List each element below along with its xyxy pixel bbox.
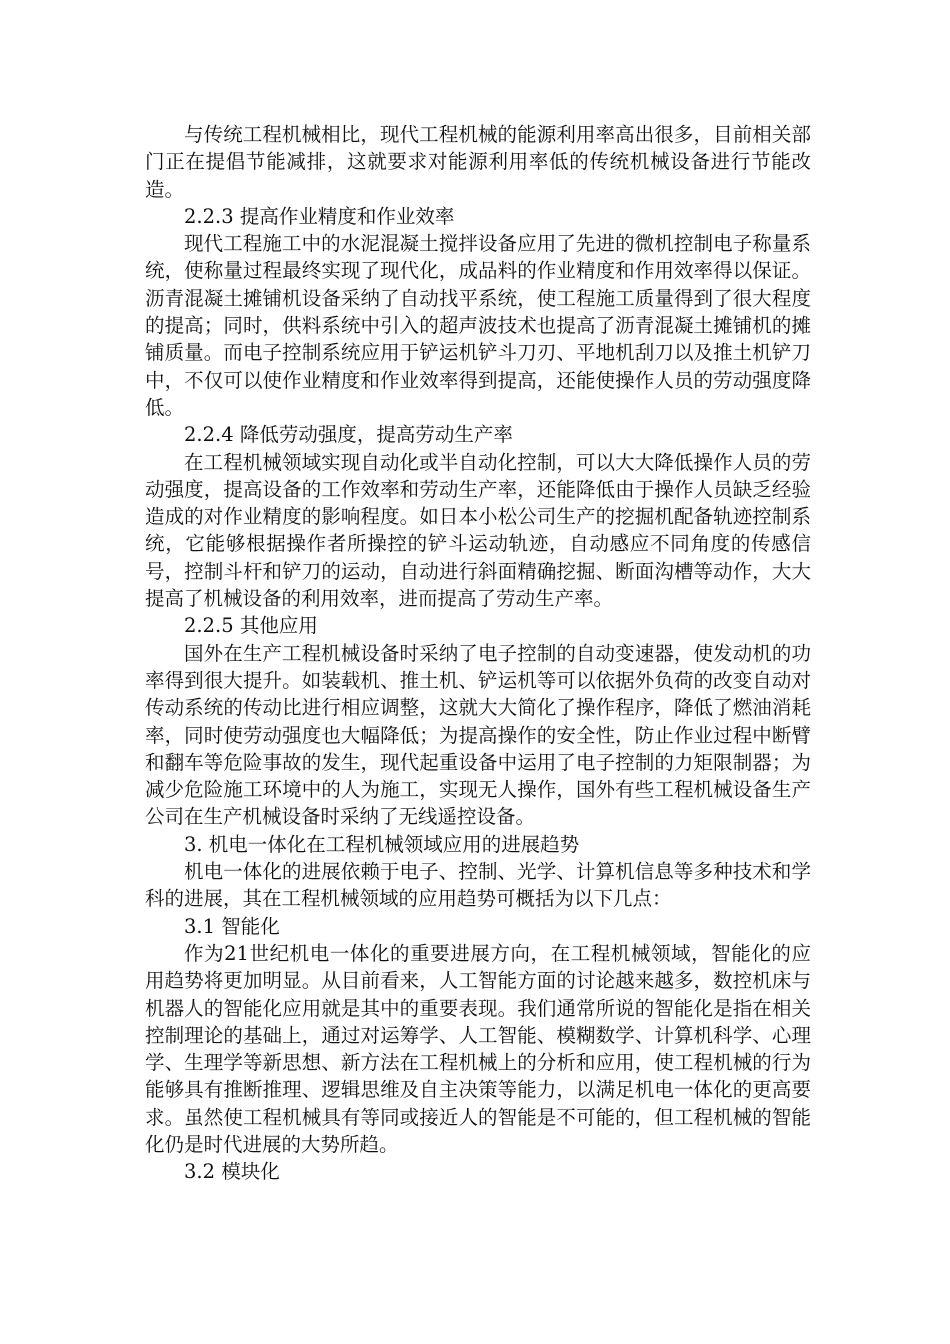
body-paragraph: 作为21世纪机电一体化的重要进展方向，在工程机械领域，智能化的应用趋势将更加明显。从目前看来，人工智能方面的讨论越来越多，数控机床与机器人的智能化应用就是其中的重要表现。我们通常所说的智能化是指在相关控制理论的基础上，通过对运筹学、人工智能、模糊数学、计算机科学、心理学、生理学等新思想、新方法在工程机械上的分析和应用，使工程机械的行为能够具有推断推理、逻辑思维及自主决策等能力，以满足机电一体化的更高要求。虽然使工程机械具有等同或接近人的智能是不可能的，但工程机械的智能化仍是时代进展的大势所趋。 xyxy=(145,941,811,1156)
section-heading: 3.1 智能化 xyxy=(184,914,280,938)
section-heading: 3.2 模块化 xyxy=(184,1160,280,1184)
body-paragraph: 在工程机械领域实现自动化或半自动化控制，可以大大降低操作人员的劳动强度，提高设备的工作效率和劳动生产率，还能降低由于操作人员缺乏经验造成的对作业精度的影响程度。如日本小松公司生产的挖掘机配备轨迹控制系统，它能够根据操作者所操控的铲斗运动轨迹，自动感应不同角度的传感信号，控制斗杆和铲刀的运动，自动进行斜面精确挖掘、断面沟槽等动作，大大提高了机械设备的利用效率，进而提高了劳动生产率。 xyxy=(145,450,811,611)
body-paragraph: 机电一体化的进展依赖于电子、控制、光学、计算机信息等多种技术和学科的进展，其在工程机械领域的应用趋势可概括为以下几点： xyxy=(145,860,811,911)
section-heading: 2.2.5 其他应用 xyxy=(184,614,318,638)
section-heading: 2.2.3 提高作业精度和作业效率 xyxy=(184,204,455,228)
body-paragraph: 现代工程施工中的水泥混凝土搅拌设备应用了先进的微机控制电子称量系统，使称量过程最终实现了现代化，成品料的作业精度和作用效率得以保证。沥青混凝土摊铺机设备采纳了自动找平系统，使工程施工质量得到了很大程度的提高；同时，供料系统中引入的超声波技术也提高了沥青混凝土摊铺机的摊铺质量。而电子控制系统应用于铲运机铲斗刀刃、平地机刮刀以及推土机铲刀中，不仅可以使作业精度和作业效率得到提高，还能使操作人员的劳动强度降低。 xyxy=(145,232,811,419)
section-heading: 2.2.4 降低劳动强度，提高劳动生产率 xyxy=(184,423,513,447)
body-paragraph: 与传统工程机械相比，现代工程机械的能源利用率高出很多，目前相关部门正在提倡节能减排，这就要求对能源利用率低的传统机械设备进行节能改造。 xyxy=(145,123,811,201)
section-heading: 3. 机电一体化在工程机械领域应用的进展趋势 xyxy=(184,832,580,856)
body-paragraph: 国外在生产工程机械设备时采纳了电子控制的自动变速器，使发动机的功率得到很大提升。如装载机、推土机、铲运机等可以依据外负荷的改变自动对传动系统的传动比进行相应调整，这就大大简化了操作程序，降低了燃油消耗率，同时使劳动强度也大幅降低；为提高操作的安全性，防止作业过程中断臂和翻车等危险事故的发生，现代起重设备中运用了电子控制的力矩限制器；为减少危险施工环境中的人为施工，实现无人操作，国外有些工程机械设备生产公司在生产机械设备时采纳了无线遥控设备。 xyxy=(145,641,811,829)
document-page xyxy=(145,121,811,1186)
